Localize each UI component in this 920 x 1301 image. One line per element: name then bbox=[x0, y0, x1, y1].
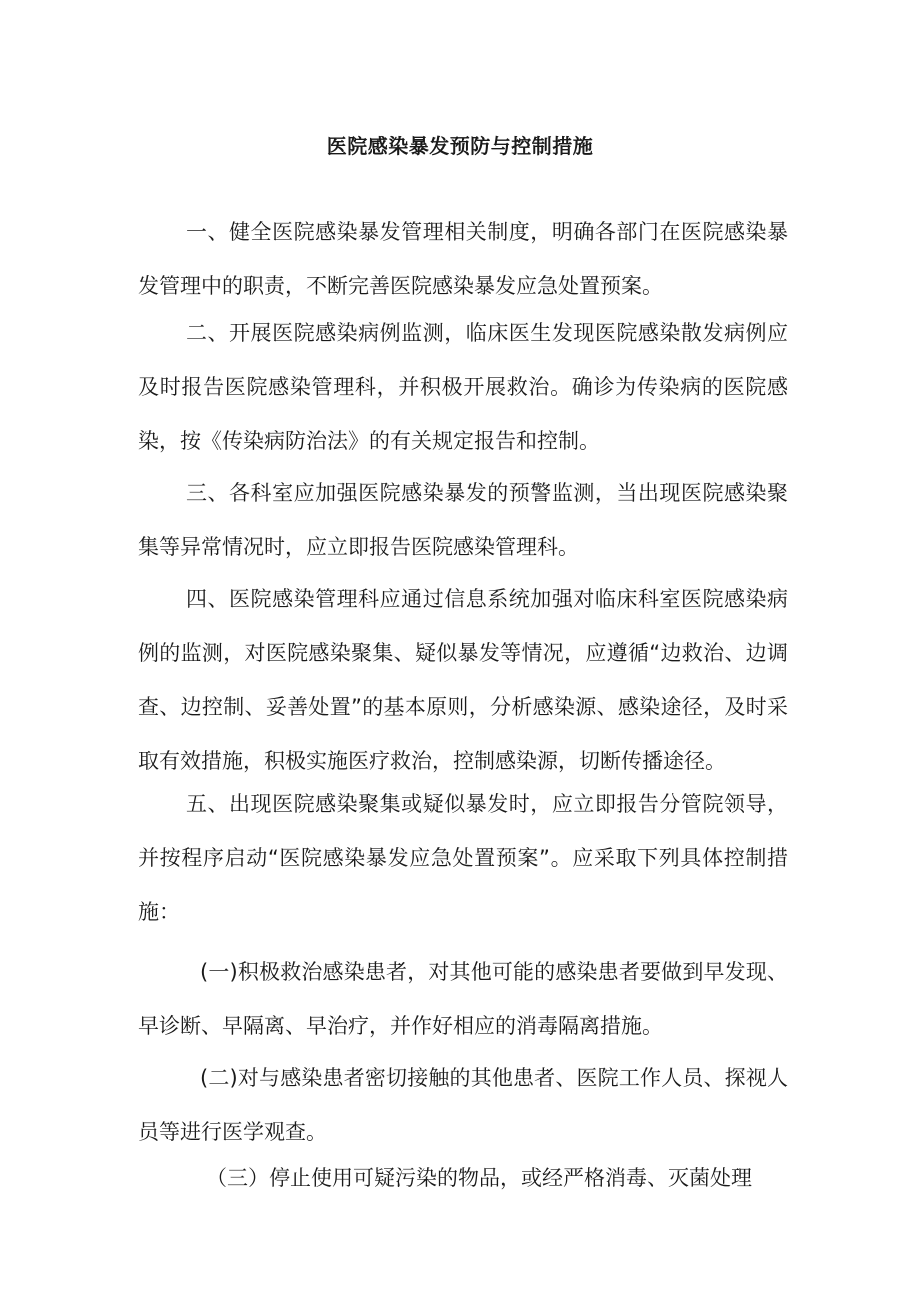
sub-item-2: (二)对与感染患者密切接触的其他患者、医院工作人员、探视人员等进行医学观查。 bbox=[138, 1066, 788, 1144]
document-title: 医院感染暴发预防与控制措施 bbox=[326, 134, 594, 158]
paragraph-4: 四、医院感染管理科应通过信息系统加强对临床科室医院感染病例的监测，对医院感染聚集、疑似暴发等情况，应遵循“边救治、边调查、边控制、妥善处置”的基本原则，分析感染源、感染途径，及时采取有效措施，积极实施医疗救治，控制感染源，切断传播途径。 bbox=[138, 587, 788, 773]
sub-item-3: （三）停止使用可疑污染的物品，或经严格消毒、灭菌处理 bbox=[206, 1166, 752, 1190]
paragraph-2: 二、开展医院感染病例监测，临床医生发现医院感染散发病例应及时报告医院感染管理科，并积极开展救治。确诊为传染病的医院感染，按《传染病防治法》的有关规定报告和控制。 bbox=[138, 321, 788, 453]
paragraph-1: 一、健全医院感染暴发管理相关制度，明确各部门在医院感染暴发管理中的职责，不断完善医院感染暴发应急处置预案。 bbox=[138, 220, 788, 298]
sub-item-1: (一)积极救治感染患者，对其他可能的感染患者要做到早发现、早诊断、早隔离、早治疗，并作好相应的消毒隔离措施。 bbox=[138, 960, 788, 1038]
paragraph-5: 五、出现医院感染聚集或疑似暴发时，应立即报告分管院领导，并按程序启动“医院感染暴发应急处置预案”。应采取下列具体控制措施： bbox=[138, 792, 788, 924]
paragraph-3: 三、各科室应加强医院感染暴发的预警监测，当出现医院感染聚集等异常情况时，应立即报告医院感染管理科。 bbox=[138, 481, 788, 559]
